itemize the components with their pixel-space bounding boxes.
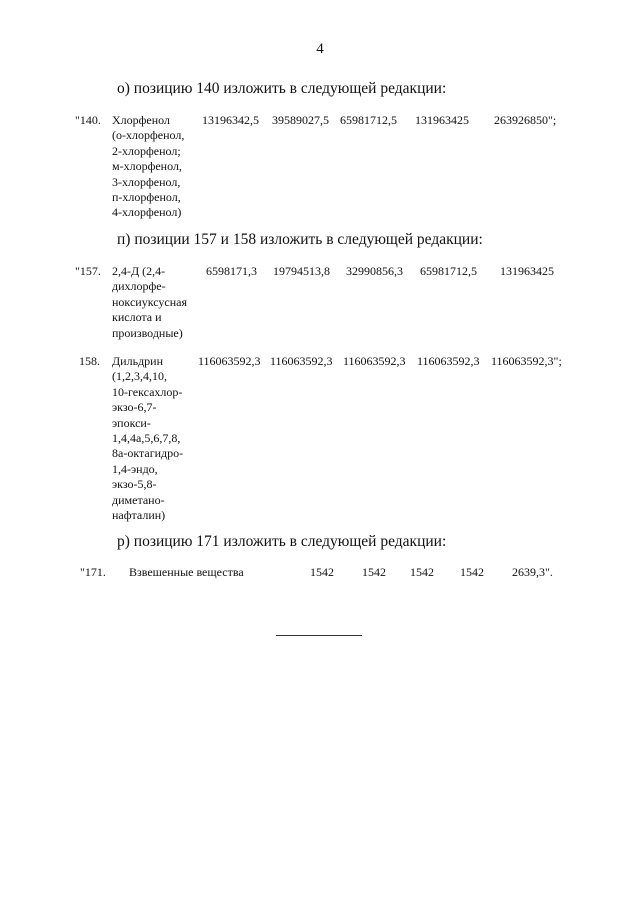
row-140-value-2: 39589027,5 (272, 113, 329, 127)
section-p-heading: п) позиции 157 и 158 изложить в следующей редакции: (117, 231, 483, 248)
row-140-value-5: 263926850"; (494, 113, 557, 127)
row-140-number: "140. (75, 113, 101, 127)
row-158-value-3: 116063592,3 (343, 354, 406, 368)
name-line: кислота и (112, 310, 162, 325)
row-171-value-5: 2639,3". (512, 565, 553, 579)
row-157-number: "157. (75, 264, 101, 278)
name-line: ноксиуксусная (112, 294, 187, 309)
row-140-value-4: 131963425 (415, 113, 469, 127)
row-157-value-2: 19794513,8 (273, 264, 330, 278)
row-157-value-3: 32990856,3 (346, 264, 403, 278)
row-171-value-4: 1542 (460, 565, 484, 579)
name-line: п-хлорфенол, (112, 190, 181, 205)
row-171-number: "171. (80, 565, 106, 579)
row-158-number: 158. (79, 354, 100, 368)
row-157-value-5: 131963425 (500, 264, 554, 278)
row-171-value-2: 1542 (362, 565, 386, 579)
row-158-name (112, 354, 202, 523)
closing-divider (276, 635, 362, 636)
name-line: экзо-6,7- (112, 400, 157, 415)
row-140-value-1: 13196342,5 (202, 113, 259, 127)
name-line: (о-хлорфенол, (112, 128, 185, 143)
name-line: дихлорфе- (112, 279, 166, 294)
row-158-value-2: 116063592,3 (270, 354, 333, 368)
row-140-name (112, 113, 202, 221)
name-line: Хлорфенол (112, 113, 171, 127)
name-line: Дильдрин (112, 354, 164, 368)
name-line: экзо-5,8- (112, 477, 157, 492)
name-line: 10-гексахлор- (112, 384, 183, 399)
section-o-heading: о) позицию 140 изложить в следующей редакции: (117, 80, 447, 97)
row-158-value-5: 116063592,3"; (491, 354, 562, 368)
name-line: (1,2,3,4,10, (112, 369, 167, 384)
name-line: 2,4-Д (2,4- (112, 264, 166, 278)
section-r-heading: р) позицию 171 изложить в следующей редакции: (117, 533, 447, 550)
name-line: нафталин) (112, 508, 166, 523)
row-157-value-1: 6598171,3 (206, 264, 257, 278)
name-line: 2-хлорфенол; (112, 143, 181, 158)
row-157-value-4: 65981712,5 (420, 264, 477, 278)
name-line: производные) (112, 325, 183, 340)
row-171-name: Взвешенные вещества (129, 565, 244, 579)
row-140-value-3: 65981712,5 (340, 113, 397, 127)
name-line: эпокси- (112, 415, 151, 430)
row-171-value-3: 1542 (410, 565, 434, 579)
name-line: м-хлорфенол, (112, 159, 182, 174)
row-158-value-1: 116063592,3 (198, 354, 261, 368)
name-line: диметано- (112, 492, 165, 507)
row-157-name (112, 264, 202, 341)
name-line: 1,4,4а,5,6,7,8, (112, 431, 181, 446)
name-line: 3-хлорфенол, (112, 174, 181, 189)
row-171-value-1: 1542 (310, 565, 334, 579)
page-number: 4 (316, 41, 324, 57)
name-line: 4-хлорфенол) (112, 205, 182, 220)
name-line: 8а-октагидро- (112, 446, 184, 461)
row-158-value-4: 116063592,3 (417, 354, 480, 368)
name-line: 1,4-эндо, (112, 461, 158, 476)
